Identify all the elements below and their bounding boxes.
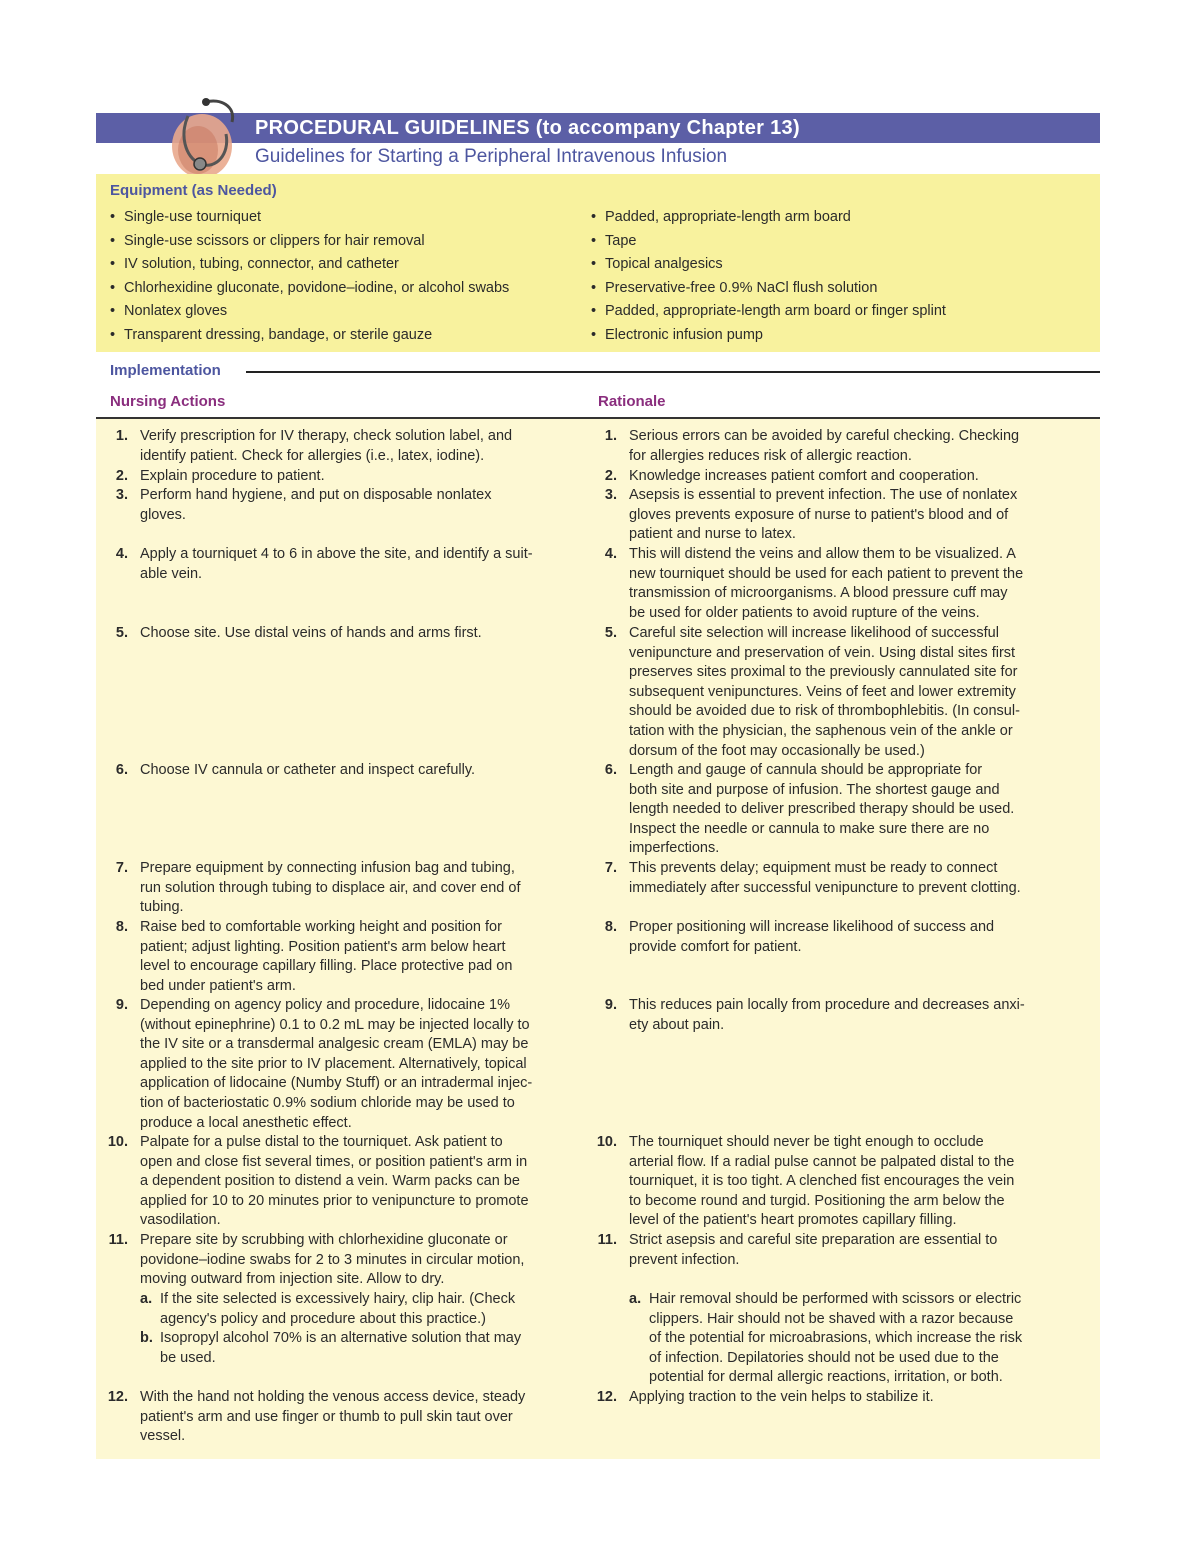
text-line: preserves sites proximal to the previously cannulated site for bbox=[629, 664, 1018, 681]
step-number: 7. bbox=[604, 860, 617, 876]
text-line: new tourniquet should be used for each patient to prevent the bbox=[629, 565, 1024, 582]
text-line: Strict asepsis and careful site preparation are essential to bbox=[629, 1232, 998, 1248]
step-number: 11. bbox=[108, 1232, 128, 1248]
text-line: vessel. bbox=[140, 1428, 186, 1445]
text-line: length needed to deliver prescribed therapy should be used. bbox=[629, 801, 1015, 818]
text-line: If the site selected is excessively hairy, clip hair. (Check bbox=[160, 1291, 516, 1307]
text-line: Palpate for a pulse distal to the tourniquet. Ask patient to bbox=[140, 1134, 503, 1150]
equipment-item-text: IV solution, tubing, connector, and catheter bbox=[124, 256, 399, 273]
substep-text bbox=[160, 1329, 521, 1368]
bullet-icon: • bbox=[110, 303, 116, 320]
text-line: ety about pain. bbox=[629, 1016, 725, 1033]
step-number: 1. bbox=[115, 428, 128, 444]
bullet-icon: • bbox=[591, 209, 597, 225]
substep-letter: a. bbox=[140, 1291, 153, 1307]
text-line: open and close fist several times, or position patient's arm in bbox=[140, 1153, 528, 1170]
step-number: 12. bbox=[107, 1389, 128, 1405]
text-line: patient's arm and use finger or thumb to pull skin taut over bbox=[140, 1408, 513, 1425]
step-text bbox=[140, 859, 520, 918]
page-title: PROCEDURAL GUIDELINES (to accompany Chapter 13) bbox=[255, 117, 800, 139]
text-line: moving outward from injection site. Allow to dry. bbox=[140, 1271, 445, 1288]
equipment-item bbox=[591, 253, 946, 277]
text-line: Serious errors can be avoided by careful checking. Checking bbox=[629, 428, 1020, 444]
step-text bbox=[629, 1133, 1014, 1231]
text-line: tation with the physician, the saphenous vein of the ankle or bbox=[629, 722, 1013, 739]
equipment-item bbox=[110, 277, 509, 301]
step-text bbox=[629, 1231, 997, 1270]
bullet-icon: • bbox=[110, 279, 116, 296]
rationale-heading: Rationale bbox=[598, 393, 666, 410]
text-line: gloves prevents exposure of nurse to patient's blood and of bbox=[629, 506, 1009, 523]
text-line: Isopropyl alcohol 70% is an alternative solution that may bbox=[160, 1330, 522, 1346]
equipment-item-text: Topical analgesics bbox=[605, 256, 723, 273]
stethoscope-icon bbox=[160, 94, 246, 184]
text-line: Choose IV cannula or catheter and inspect carefully. bbox=[140, 762, 476, 778]
text-line: level to encourage capillary filling. Place protective pad on bbox=[140, 958, 513, 975]
equipment-item-text: Chlorhexidine gluconate, povidone–iodine, or alcohol swabs bbox=[124, 279, 510, 296]
substep-letter: a. bbox=[629, 1291, 642, 1307]
text-line: Prepare equipment by connecting infusion bag and tubing, bbox=[140, 860, 515, 876]
step-text bbox=[140, 761, 475, 781]
step-text bbox=[629, 486, 1017, 545]
text-line: Applying traction to the vein helps to stabilize it. bbox=[629, 1389, 934, 1405]
text-line: tubing. bbox=[140, 899, 184, 916]
substep-text bbox=[649, 1290, 1022, 1388]
step-text bbox=[140, 1133, 529, 1231]
text-line: Explain procedure to patient. bbox=[140, 468, 325, 484]
text-line: Choose site. Use distal veins of hands and arms first. bbox=[140, 625, 482, 641]
text-line: Raise bed to comfortable working height and position for bbox=[140, 919, 502, 935]
step-number: 10. bbox=[596, 1134, 617, 1150]
step-text bbox=[140, 624, 482, 644]
step-number: 9. bbox=[604, 997, 617, 1013]
step-text bbox=[140, 996, 532, 1133]
text-line: patient; adjust lighting. Position patient's arm below heart bbox=[140, 938, 506, 955]
step-text bbox=[140, 545, 533, 584]
text-line: Inspect the needle or cannula to make sure there are no bbox=[629, 820, 990, 837]
text-line: level of the patient's heart promotes capillary filling. bbox=[629, 1212, 957, 1229]
page-subtitle: Guidelines for Starting a Peripheral Intravenous Infusion bbox=[255, 143, 1100, 173]
text-line: applied for 10 to 20 minutes prior to venipuncture to promote bbox=[140, 1192, 529, 1209]
implementation-heading: Implementation bbox=[110, 362, 221, 379]
text-line: to become round and turgid. Positioning the arm below the bbox=[629, 1192, 1005, 1209]
equipment-heading: Equipment (as Needed) bbox=[110, 182, 277, 199]
text-line: arterial flow. If a radial pulse cannot be palpated distal to the bbox=[629, 1153, 1015, 1170]
text-line: provide comfort for patient. bbox=[629, 938, 802, 955]
step-number: 6. bbox=[115, 762, 128, 778]
text-line: should be avoided due to risk of thrombophlebitis. (In consul- bbox=[629, 703, 1020, 720]
equipment-item bbox=[110, 253, 509, 277]
equipment-item bbox=[110, 324, 509, 348]
step-number: 3. bbox=[604, 487, 617, 503]
step-text bbox=[629, 996, 1025, 1035]
step-number: 10. bbox=[107, 1134, 128, 1150]
text-line: dorsum of the foot may occasionally be used.) bbox=[629, 742, 925, 759]
text-line: Asepsis is essential to prevent infection. The use of nonlatex bbox=[629, 487, 1018, 503]
step-number: 8. bbox=[115, 919, 128, 935]
step-number: 5. bbox=[604, 625, 617, 641]
text-line: tion of bacteriostatic 0.9% sodium chloride may be used to bbox=[140, 1094, 515, 1111]
bullet-icon: • bbox=[110, 209, 116, 225]
text-line: povidone–iodine swabs for 2 to 3 minutes in circular motion, bbox=[140, 1251, 525, 1268]
equipment-item bbox=[110, 300, 509, 324]
text-line: Perform hand hygiene, and put on disposable nonlatex bbox=[140, 487, 492, 503]
equipment-item-text: Padded, appropriate-length arm board bbox=[605, 209, 851, 225]
text-line: This will distend the veins and allow them to be visualized. A bbox=[629, 546, 1016, 562]
text-line: gloves. bbox=[140, 506, 186, 523]
bullet-icon: • bbox=[591, 232, 597, 249]
step-number: 2. bbox=[604, 468, 617, 484]
step-text bbox=[140, 467, 325, 487]
bullet-icon: • bbox=[591, 279, 597, 296]
step-text bbox=[629, 1388, 934, 1408]
step-number: 9. bbox=[115, 997, 128, 1013]
bullet-icon: • bbox=[591, 303, 597, 320]
text-line: Hair removal should be performed with scissors or electric bbox=[649, 1291, 1022, 1307]
text-line: run solution through tubing to displace air, and cover end of bbox=[140, 879, 521, 896]
step-number: 1. bbox=[604, 428, 617, 444]
bullet-icon: • bbox=[591, 326, 597, 343]
text-line: This reduces pain locally from procedure and decreases anxi- bbox=[629, 997, 1025, 1013]
text-line: transmission of microorganisms. A blood pressure cuff may bbox=[629, 585, 1008, 602]
text-line: (without epinephrine) 0.1 to 0.2 mL may be injected locally to bbox=[140, 1016, 530, 1033]
step-number: 3. bbox=[115, 487, 128, 503]
step-text bbox=[140, 486, 491, 525]
text-line: both site and purpose of infusion. The shortest gauge and bbox=[629, 781, 1000, 798]
text-line: With the hand not holding the venous access device, steady bbox=[140, 1389, 526, 1405]
step-number: 12. bbox=[596, 1389, 617, 1405]
bullet-icon: • bbox=[110, 256, 116, 273]
equipment-item-text: Single-use scissors or clippers for hair removal bbox=[124, 232, 425, 249]
substep-text bbox=[160, 1290, 515, 1329]
text-line: patient and nurse to latex. bbox=[629, 526, 796, 543]
equipment-item bbox=[591, 324, 946, 348]
bullet-icon: • bbox=[591, 256, 597, 273]
text-line: of infection. Depilatories should not be used due to the bbox=[649, 1349, 999, 1366]
equipment-item-text: Transparent dressing, bandage, or sterile gauze bbox=[124, 326, 433, 343]
step-text bbox=[140, 918, 512, 996]
text-line: the IV site or a transdermal analgesic cream (EMLA) may be bbox=[140, 1036, 529, 1053]
text-line: be used for older patients to avoid rupture of the veins. bbox=[629, 604, 980, 621]
step-number: 11. bbox=[597, 1232, 617, 1248]
step-text bbox=[629, 545, 1023, 623]
text-line: for allergies reduces risk of allergic reaction. bbox=[629, 447, 912, 464]
text-line: Prepare site by scrubbing with chlorhexidine gluconate or bbox=[140, 1232, 508, 1248]
text-line: This prevents delay; equipment must be ready to connect bbox=[629, 860, 998, 876]
text-line: produce a local anesthetic effect. bbox=[140, 1114, 352, 1131]
text-line: Knowledge increases patient comfort and cooperation. bbox=[629, 468, 979, 484]
text-line: identify patient. Check for allergies (i.e., latex, iodine). bbox=[140, 447, 485, 464]
equipment-list-left bbox=[110, 206, 509, 348]
text-line: imperfections. bbox=[629, 840, 720, 857]
text-line: Careful site selection will increase likelihood of successful bbox=[629, 625, 999, 641]
text-line: able vein. bbox=[140, 565, 203, 582]
text-line: The tourniquet should never be tight enough to occlude bbox=[629, 1134, 984, 1150]
text-line: immediately after successful venipuncture to prevent clotting. bbox=[629, 879, 1021, 896]
text-line: agency's policy and procedure about this practice.) bbox=[160, 1310, 486, 1327]
substep-letter: b. bbox=[140, 1330, 153, 1346]
step-text bbox=[140, 1231, 524, 1290]
step-text bbox=[629, 761, 1014, 859]
text-line: vasodilation. bbox=[140, 1212, 221, 1229]
step-number: 4. bbox=[115, 546, 128, 562]
equipment-list-right bbox=[591, 206, 946, 348]
bullet-icon: • bbox=[110, 232, 116, 249]
text-line: subsequent venipunctures. Veins of feet and lower extremity bbox=[629, 683, 1016, 700]
equipment-item bbox=[591, 277, 946, 301]
equipment-item-text: Preservative-free 0.9% NaCl flush solution bbox=[605, 279, 878, 296]
text-line: application of lidocaine (Numby Stuff) or an intradermal injec- bbox=[140, 1075, 533, 1092]
step-number: 6. bbox=[604, 762, 617, 778]
text-line: of the potential for microabrasions, which increase the risk bbox=[649, 1330, 1023, 1347]
step-text bbox=[629, 467, 979, 487]
text-line: tourniquet, it is too tight. A clenched fist encourages the vein bbox=[629, 1173, 1015, 1190]
text-line: Verify prescription for IV therapy, check solution label, and bbox=[140, 428, 513, 444]
text-line: Apply a tourniquet 4 to 6 in above the site, and identify a suit- bbox=[140, 546, 533, 562]
step-number: 5. bbox=[115, 625, 128, 641]
text-line: venipuncture and preservation of vein. Using distal sites first bbox=[629, 644, 1016, 661]
step-number: 4. bbox=[604, 546, 617, 562]
nursing-actions-heading: Nursing Actions bbox=[110, 393, 226, 410]
equipment-item bbox=[591, 300, 946, 324]
step-number: 7. bbox=[115, 860, 128, 876]
step-text bbox=[629, 624, 1020, 761]
step-text bbox=[629, 859, 1021, 898]
text-line: Depending on agency policy and procedure, lidocaine 1% bbox=[140, 997, 511, 1013]
step-text bbox=[629, 918, 994, 957]
equipment-item-text: Nonlatex gloves bbox=[124, 303, 228, 320]
equipment-item-text: Padded, appropriate-length arm board or finger splint bbox=[605, 303, 946, 320]
text-line: a dependent position to distend a vein. Warm packs can be bbox=[140, 1173, 520, 1190]
equipment-item bbox=[110, 230, 509, 254]
step-text bbox=[140, 427, 512, 466]
equipment-item bbox=[591, 230, 946, 254]
equipment-item-text: Single-use tourniquet bbox=[124, 209, 262, 225]
equipment-item bbox=[110, 206, 509, 230]
equipment-item bbox=[591, 206, 946, 230]
bullet-icon: • bbox=[110, 326, 116, 343]
text-line: prevent infection. bbox=[629, 1251, 740, 1268]
step-number: 8. bbox=[604, 919, 617, 935]
text-line: Length and gauge of cannula should be appropriate for bbox=[629, 762, 983, 778]
equipment-item-text: Tape bbox=[605, 232, 637, 249]
step-number: 2. bbox=[115, 468, 128, 484]
text-line: Proper positioning will increase likelihood of success and bbox=[629, 919, 995, 935]
step-text bbox=[629, 427, 1019, 466]
text-line: potential for dermal allergic reactions, irritation, or both. bbox=[649, 1369, 1003, 1386]
equipment-item-text: Electronic infusion pump bbox=[605, 326, 763, 343]
text-line: applied to the site prior to IV placement. Alternatively, topical bbox=[140, 1055, 527, 1072]
step-text bbox=[140, 1388, 525, 1447]
text-line: be used. bbox=[160, 1349, 216, 1366]
implementation-rule bbox=[246, 371, 1100, 373]
text-line: bed under patient's arm. bbox=[140, 977, 296, 994]
text-line: clippers. Hair should not be shaved with a razor because bbox=[649, 1310, 1014, 1327]
